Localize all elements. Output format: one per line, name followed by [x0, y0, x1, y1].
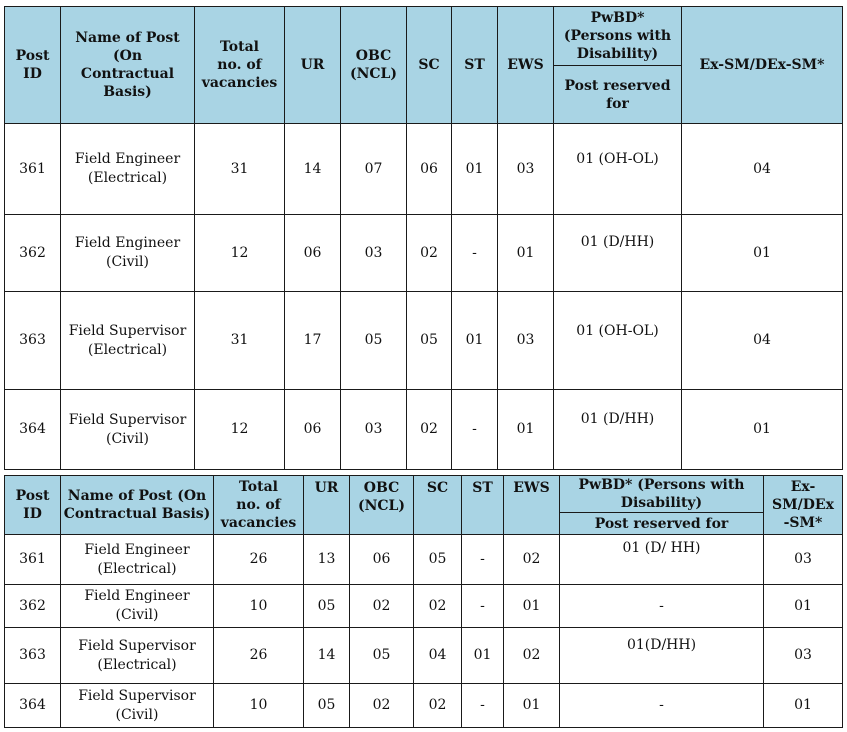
header-name-of-post: Name of Post (On Contractual Basis): [61, 476, 214, 535]
table-row: [5, 628, 843, 684]
cell-pwbd: -: [560, 684, 764, 728]
table-row: [5, 215, 843, 292]
vacancy-table-1: [4, 6, 843, 470]
vacancy-table-2: [4, 475, 843, 728]
cell-post-id: 363: [5, 292, 61, 390]
cell-ews: 01: [498, 215, 554, 292]
cell-st: 01: [452, 124, 498, 215]
cell-ews: 01: [498, 390, 554, 470]
table-row: [5, 390, 843, 470]
cell-obc: 06: [350, 535, 414, 585]
cell-ews: 01: [504, 585, 560, 628]
cell-ex-sm: 01: [682, 390, 843, 470]
cell-st: -: [452, 215, 498, 292]
cell-st: 01: [452, 292, 498, 390]
cell-obc: 07: [341, 124, 407, 215]
cell-ur: 06: [285, 390, 341, 470]
cell-ex-sm: 04: [682, 124, 843, 215]
cell-post-id: 363: [5, 628, 61, 684]
header-pwbd: PwBD* (Persons with Disability): [554, 7, 682, 66]
cell-total: 10: [214, 684, 304, 728]
cell-post-name: Field Supervisor (Electrical): [61, 628, 214, 684]
header-post-reserved-for: Post reserved for: [554, 66, 682, 124]
table-row: [5, 124, 843, 215]
cell-post-name: Field Engineer (Electrical): [61, 124, 195, 215]
cell-ur: 05: [304, 585, 350, 628]
cell-ur: 13: [304, 535, 350, 585]
cell-ex-sm: 01: [682, 215, 843, 292]
cell-st: -: [462, 585, 504, 628]
cell-total: 12: [195, 390, 285, 470]
cell-st: -: [462, 684, 504, 728]
cell-obc: 05: [341, 292, 407, 390]
header-ex-sm: Ex-SM/DEx-SM*: [682, 7, 843, 124]
cell-sc: 04: [414, 628, 462, 684]
cell-ur: 17: [285, 292, 341, 390]
cell-post-name: Field Supervisor (Civil): [61, 684, 214, 728]
header-obc: OBC (NCL): [350, 476, 414, 535]
header-ews: EWS: [498, 7, 554, 124]
cell-sc: 02: [414, 684, 462, 728]
cell-total: 10: [214, 585, 304, 628]
cell-ews: 02: [504, 535, 560, 585]
header-sc: SC: [414, 476, 462, 535]
cell-ex-sm: 03: [764, 628, 843, 684]
header-obc: OBC (NCL): [341, 7, 407, 124]
cell-sc: 05: [407, 292, 452, 390]
cell-st: -: [452, 390, 498, 470]
header-sc: SC: [407, 7, 452, 124]
cell-ur: 14: [285, 124, 341, 215]
cell-pwbd: 01 (OH-OL): [554, 124, 682, 215]
table-row: [5, 585, 843, 628]
header-ex-sm: Ex- SM/DEx -SM*: [764, 476, 843, 535]
cell-total: 31: [195, 124, 285, 215]
cell-ex-sm: 01: [764, 684, 843, 728]
cell-total: 26: [214, 535, 304, 585]
cell-post-name: Field Engineer (Electrical): [61, 535, 214, 585]
header-ur: UR: [285, 7, 341, 124]
cell-st: 01: [462, 628, 504, 684]
cell-total: 31: [195, 292, 285, 390]
header-post-reserved-for: Post reserved for: [560, 513, 764, 535]
cell-pwbd: 01 (D/ HH): [560, 535, 764, 585]
cell-ur: 06: [285, 215, 341, 292]
header-post-id: Post ID: [5, 476, 61, 535]
cell-total: 12: [195, 215, 285, 292]
cell-pwbd: 01 (OH-OL): [554, 292, 682, 390]
cell-post-id: 364: [5, 390, 61, 470]
cell-total: 26: [214, 628, 304, 684]
cell-st: -: [462, 535, 504, 585]
cell-pwbd: 01 (D/HH): [554, 215, 682, 292]
header-st: ST: [452, 7, 498, 124]
cell-obc: 02: [350, 684, 414, 728]
cell-obc: 03: [341, 390, 407, 470]
cell-pwbd: 01 (D/HH): [554, 390, 682, 470]
cell-post-id: 361: [5, 124, 61, 215]
header-post-id: Post ID: [5, 7, 61, 124]
cell-post-name: Field Engineer (Civil): [61, 585, 214, 628]
cell-post-name: Field Engineer (Civil): [61, 215, 195, 292]
cell-obc: 02: [350, 585, 414, 628]
cell-sc: 02: [407, 390, 452, 470]
header-total-vacancies: Total no. of vacancies: [195, 7, 285, 124]
table-row: [5, 535, 843, 585]
header-name-of-post: Name of Post (On Contractual Basis): [61, 7, 195, 124]
cell-post-name: Field Supervisor (Civil): [61, 390, 195, 470]
table-row: [5, 292, 843, 390]
cell-ex-sm: 03: [764, 535, 843, 585]
cell-sc: 02: [407, 215, 452, 292]
cell-post-id: 361: [5, 535, 61, 585]
cell-pwbd: -: [560, 585, 764, 628]
cell-sc: 05: [414, 535, 462, 585]
header-ews: EWS: [504, 476, 560, 535]
header-pwbd: PwBD* (Persons with Disability): [560, 476, 764, 513]
cell-post-id: 362: [5, 215, 61, 292]
cell-sc: 06: [407, 124, 452, 215]
cell-ews: 02: [504, 628, 560, 684]
cell-ur: 05: [304, 684, 350, 728]
cell-pwbd: 01(D/HH): [560, 628, 764, 684]
header-total-vacancies: Total no. of vacancies: [214, 476, 304, 535]
table-row: [5, 684, 843, 728]
cell-obc: 05: [350, 628, 414, 684]
cell-ex-sm: 01: [764, 585, 843, 628]
cell-ews: 03: [498, 124, 554, 215]
header-st: ST: [462, 476, 504, 535]
cell-post-name: Field Supervisor (Electrical): [61, 292, 195, 390]
header-ur: UR: [304, 476, 350, 535]
cell-post-id: 362: [5, 585, 61, 628]
cell-ur: 14: [304, 628, 350, 684]
cell-ews: 01: [504, 684, 560, 728]
cell-ews: 03: [498, 292, 554, 390]
cell-post-id: 364: [5, 684, 61, 728]
cell-sc: 02: [414, 585, 462, 628]
cell-ex-sm: 04: [682, 292, 843, 390]
cell-obc: 03: [341, 215, 407, 292]
